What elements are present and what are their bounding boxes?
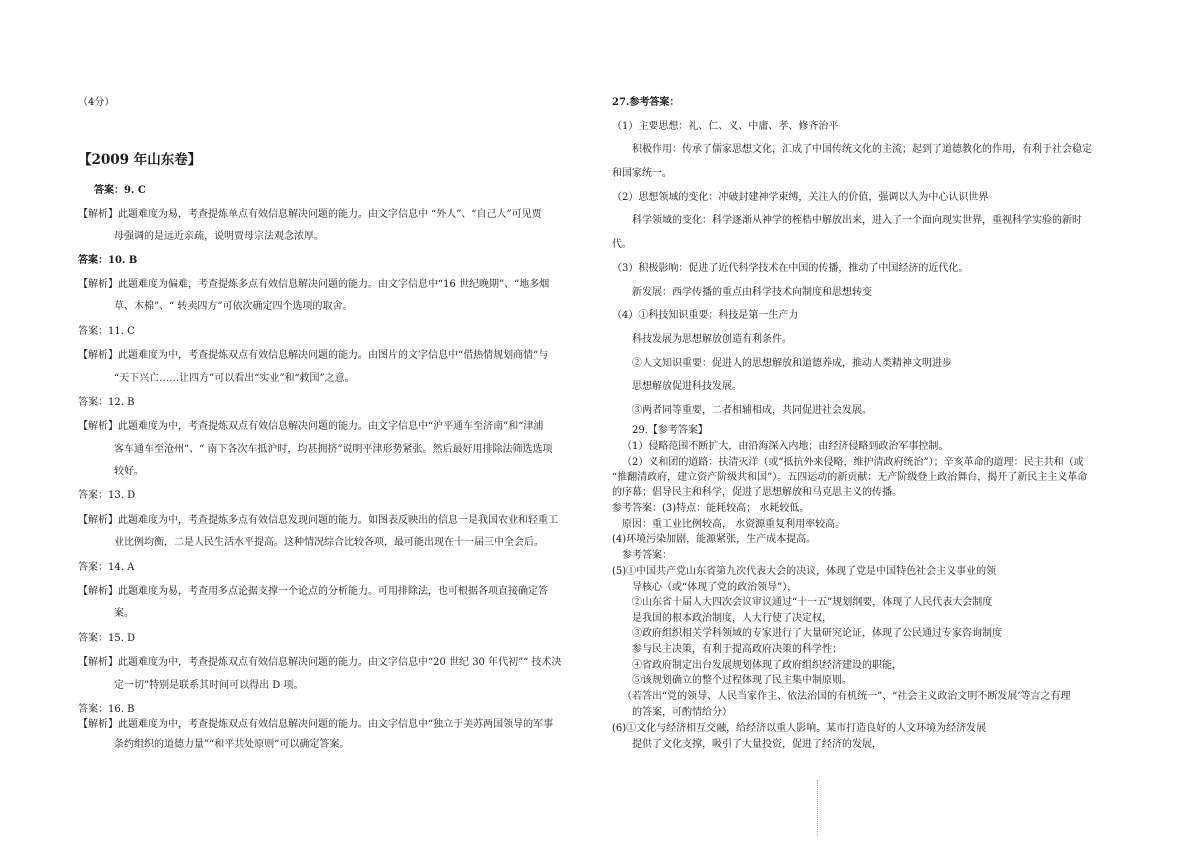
q29-line: 是我国的根本政治制度，人大行使了决定权， [632, 613, 832, 624]
answer-15: 答案：15. D [78, 633, 136, 644]
q27-line: ③两者同等重要，二者相辅相成，共同促进社会发展。 [632, 405, 872, 416]
q27-line: （1）主要思想：礼、仁、义、中庸、孝、修齐治平 [612, 121, 839, 132]
page-fold-marks [817, 780, 820, 836]
q27-line: 思想解放促进科技发展。 [632, 381, 742, 392]
q29-line: (5)①中国共产党山东省第九次代表大会的决议，体现了党是中国特色社会主义事业的领 [612, 566, 997, 577]
answer-9: 答案：9. C [94, 185, 146, 196]
q29-line: 参与民主决策，有利于提高政府决策的科学性； [632, 644, 842, 655]
analysis-11-line-2: “天下兴亡……让四方”可以看出“实业”和“救国”之意。 [114, 373, 355, 384]
q29-line: (4)环境污染加剧，能源紧张，生产成本提高。 [612, 534, 817, 545]
q29-line: （2）义和团的道路：扶清灭洋（或“抵抗外来侵略，维护清政府统治”）；辛亥革命的道理：民主共和（或 [622, 457, 1084, 468]
analysis-16-line-1: 【解析】此题难度为中，考查提炼双点有效信息解决问题的能力。由文字信息中“独立于美苏两国领导的军事 [78, 719, 554, 730]
q29-line: 的序幕；倡导民主和科学，促进了思想解放和马克思主义的传播。 [612, 487, 902, 498]
q27-line: 科学领域的变化：科学逐渐从神学的桎梏中解放出来，进入了一个面向现实世界，重视科学实验的新时 [632, 215, 1082, 226]
analysis-15-line-2: 定一切”特别是联系其时间可以得出 D 项。 [114, 680, 304, 691]
analysis-14-line-2: 案。 [114, 608, 134, 619]
q27-line: （3）积极影响：促进了近代科学技术在中国的传播，推动了中国经济的近代化。 [612, 263, 969, 274]
answer-16: 答案：16. B [78, 704, 135, 715]
q27-line: ②人文知识重要：促进人的思想解放和道德养成，推动人类精神文明进步 [632, 358, 952, 369]
answer-13: 答案：13. D [78, 490, 136, 501]
q27-line: 代。 [612, 239, 632, 250]
q29-line: ③政府组织相关学科领域的专家进行了大量研究论证，体现了公民通过专家咨询制度 [632, 628, 1002, 639]
q29-line: 的答案，可酌情给分） [632, 707, 732, 718]
analysis-10-line-1: 【解析】此题难度为偏难，考查提炼多点有效信息解决问题的能力。由文字信息中“16 世纪晚期”、“地多烟 [78, 279, 550, 290]
analysis-12-line-3: 较好。 [114, 466, 144, 477]
analysis-13-line-2: 业比例均衡，二是人民生活水平提高。这种情况综合比较各项，最可能出现在十一届三中全会后。 [114, 537, 544, 548]
analysis-12-line-1: 【解析】此题难度为中，考查提炼双点有效信息解决问题的能力。由文字信息中“沪平通车至济南”和“津浦 [78, 421, 544, 432]
q27-heading: 27.参考答案： [612, 97, 680, 108]
answer-12: 答案：12. B [78, 397, 135, 408]
q29-line: （1）侵略范围不断扩大，由沿海深入内地；由经济侵略到政治军事控制。 [622, 441, 949, 452]
q29-heading: 29.【参考答案】 [632, 425, 708, 436]
analysis-13-line-1: 【解析】此题难度为中，考查提炼多点有效信息发现问题的能力。如图表反映出的信息一是我国农业和轻重工 [78, 515, 558, 526]
analysis-9-line-1: 【解析】此题难度为易，考查提炼单点有效信息解决问题的能力。由文字信息中 “外人”、“自己人”可见贾 [78, 209, 542, 220]
section-title: 【2009 年山东卷】 [78, 152, 202, 168]
answer-14: 答案：14. A [78, 562, 135, 573]
q29-line: 原因：重工业比例较高， 水资源重复利用率较高。 [622, 519, 846, 530]
q27-line: 和国家统一。 [612, 168, 672, 179]
q27-line: （2）思想领域的变化：冲破封建神学束缚，关注人的价值，强调以人为中心认识世界 [612, 192, 989, 203]
analysis-16-line-2: 条约组织的道德力量”“和平共处原则”可以确定答案。 [114, 739, 350, 750]
q29-line: (6)①文化与经济相互交融，给经济以重人影响。某市打造良好的人文环境为经济发展 [612, 723, 987, 734]
analysis-11-line-1: 【解析】此题难度为中，考查提炼双点有效信息解决问题的能力。由图片的文字信息中“借热情规划商情”与 [78, 350, 549, 361]
q27-line: 科技发展为思想解放创造有利条件。 [632, 334, 792, 345]
q29-line: （若答出“党的领导、人民当家作主、依法治国的有机统一”、“社会主义政治文明不断发展’等言之有理 [622, 691, 1071, 702]
q27-line: 积极作用：传承了儒家思想文化，汇成了中国传统文化的主流；起到了道德教化的作用，有利于社会稳定 [632, 144, 1092, 155]
q27-line: （4）①科技知识重要：科技是第一生产力 [612, 310, 799, 321]
analysis-12-line-2: 客车通车至沧州”、“ 南下各次车抵沪时，均甚拥挤”说明平津形势紧张。然后最好用排除法筛选选项 [114, 444, 553, 455]
q29-line: 参考答案：(3)特点：能耗较高； 水耗较低。 [612, 503, 810, 514]
analysis-14-line-1: 【解析】此题难度为易，考查用多点论据支撑一个论点的分析能力。可用排除法，也可根据各项直接确定答 [78, 586, 548, 597]
q29-line: 导核心（或“体现了党的政治领导”）， [632, 582, 798, 593]
q29-line: ⑤该规划确立的整个过程体现了民主集中制原则。 [632, 675, 852, 686]
q27-line: 新发展：西学传播的重点由科学技术向制度和思想转变 [632, 287, 872, 298]
analysis-9-line-2: 母强调的是远近亲疏，说明贾母宗法观念浓厚。 [114, 231, 324, 242]
q29-line: 参考答案： [622, 550, 672, 561]
q29-line: ④省政府制定出台发展规划体现了政府组织经济建设的职能， [632, 660, 902, 671]
answer-11: 答案：11. C [78, 326, 135, 337]
score-note: （4分） [78, 97, 115, 108]
answer-10: 答案：10. B [78, 255, 138, 266]
analysis-10-line-2: 草、木棉”、“ 转卖四方”可依次确定四个选项的取舍。 [114, 301, 353, 312]
q29-line: 提供了文化支撑，吸引了大量投资，促进了经济的发展， [632, 739, 882, 750]
analysis-15-line-1: 【解析】此题难度为中，考查提炼双点有效信息解决问题的能力。由文字信息中“20 世纪 30 年代初”“ 技术决 [78, 657, 562, 668]
q29-line: ②山东省十届人大四次会议审议通过“十一五”规划纲要，体现了人民代表大会制度 [632, 597, 993, 608]
q29-line: “推翻清政府，建立资产阶级共和国”）。五四运动的新贡献：无产阶级登上政治舞台，揭开了新民主主义革命 [612, 472, 1088, 483]
